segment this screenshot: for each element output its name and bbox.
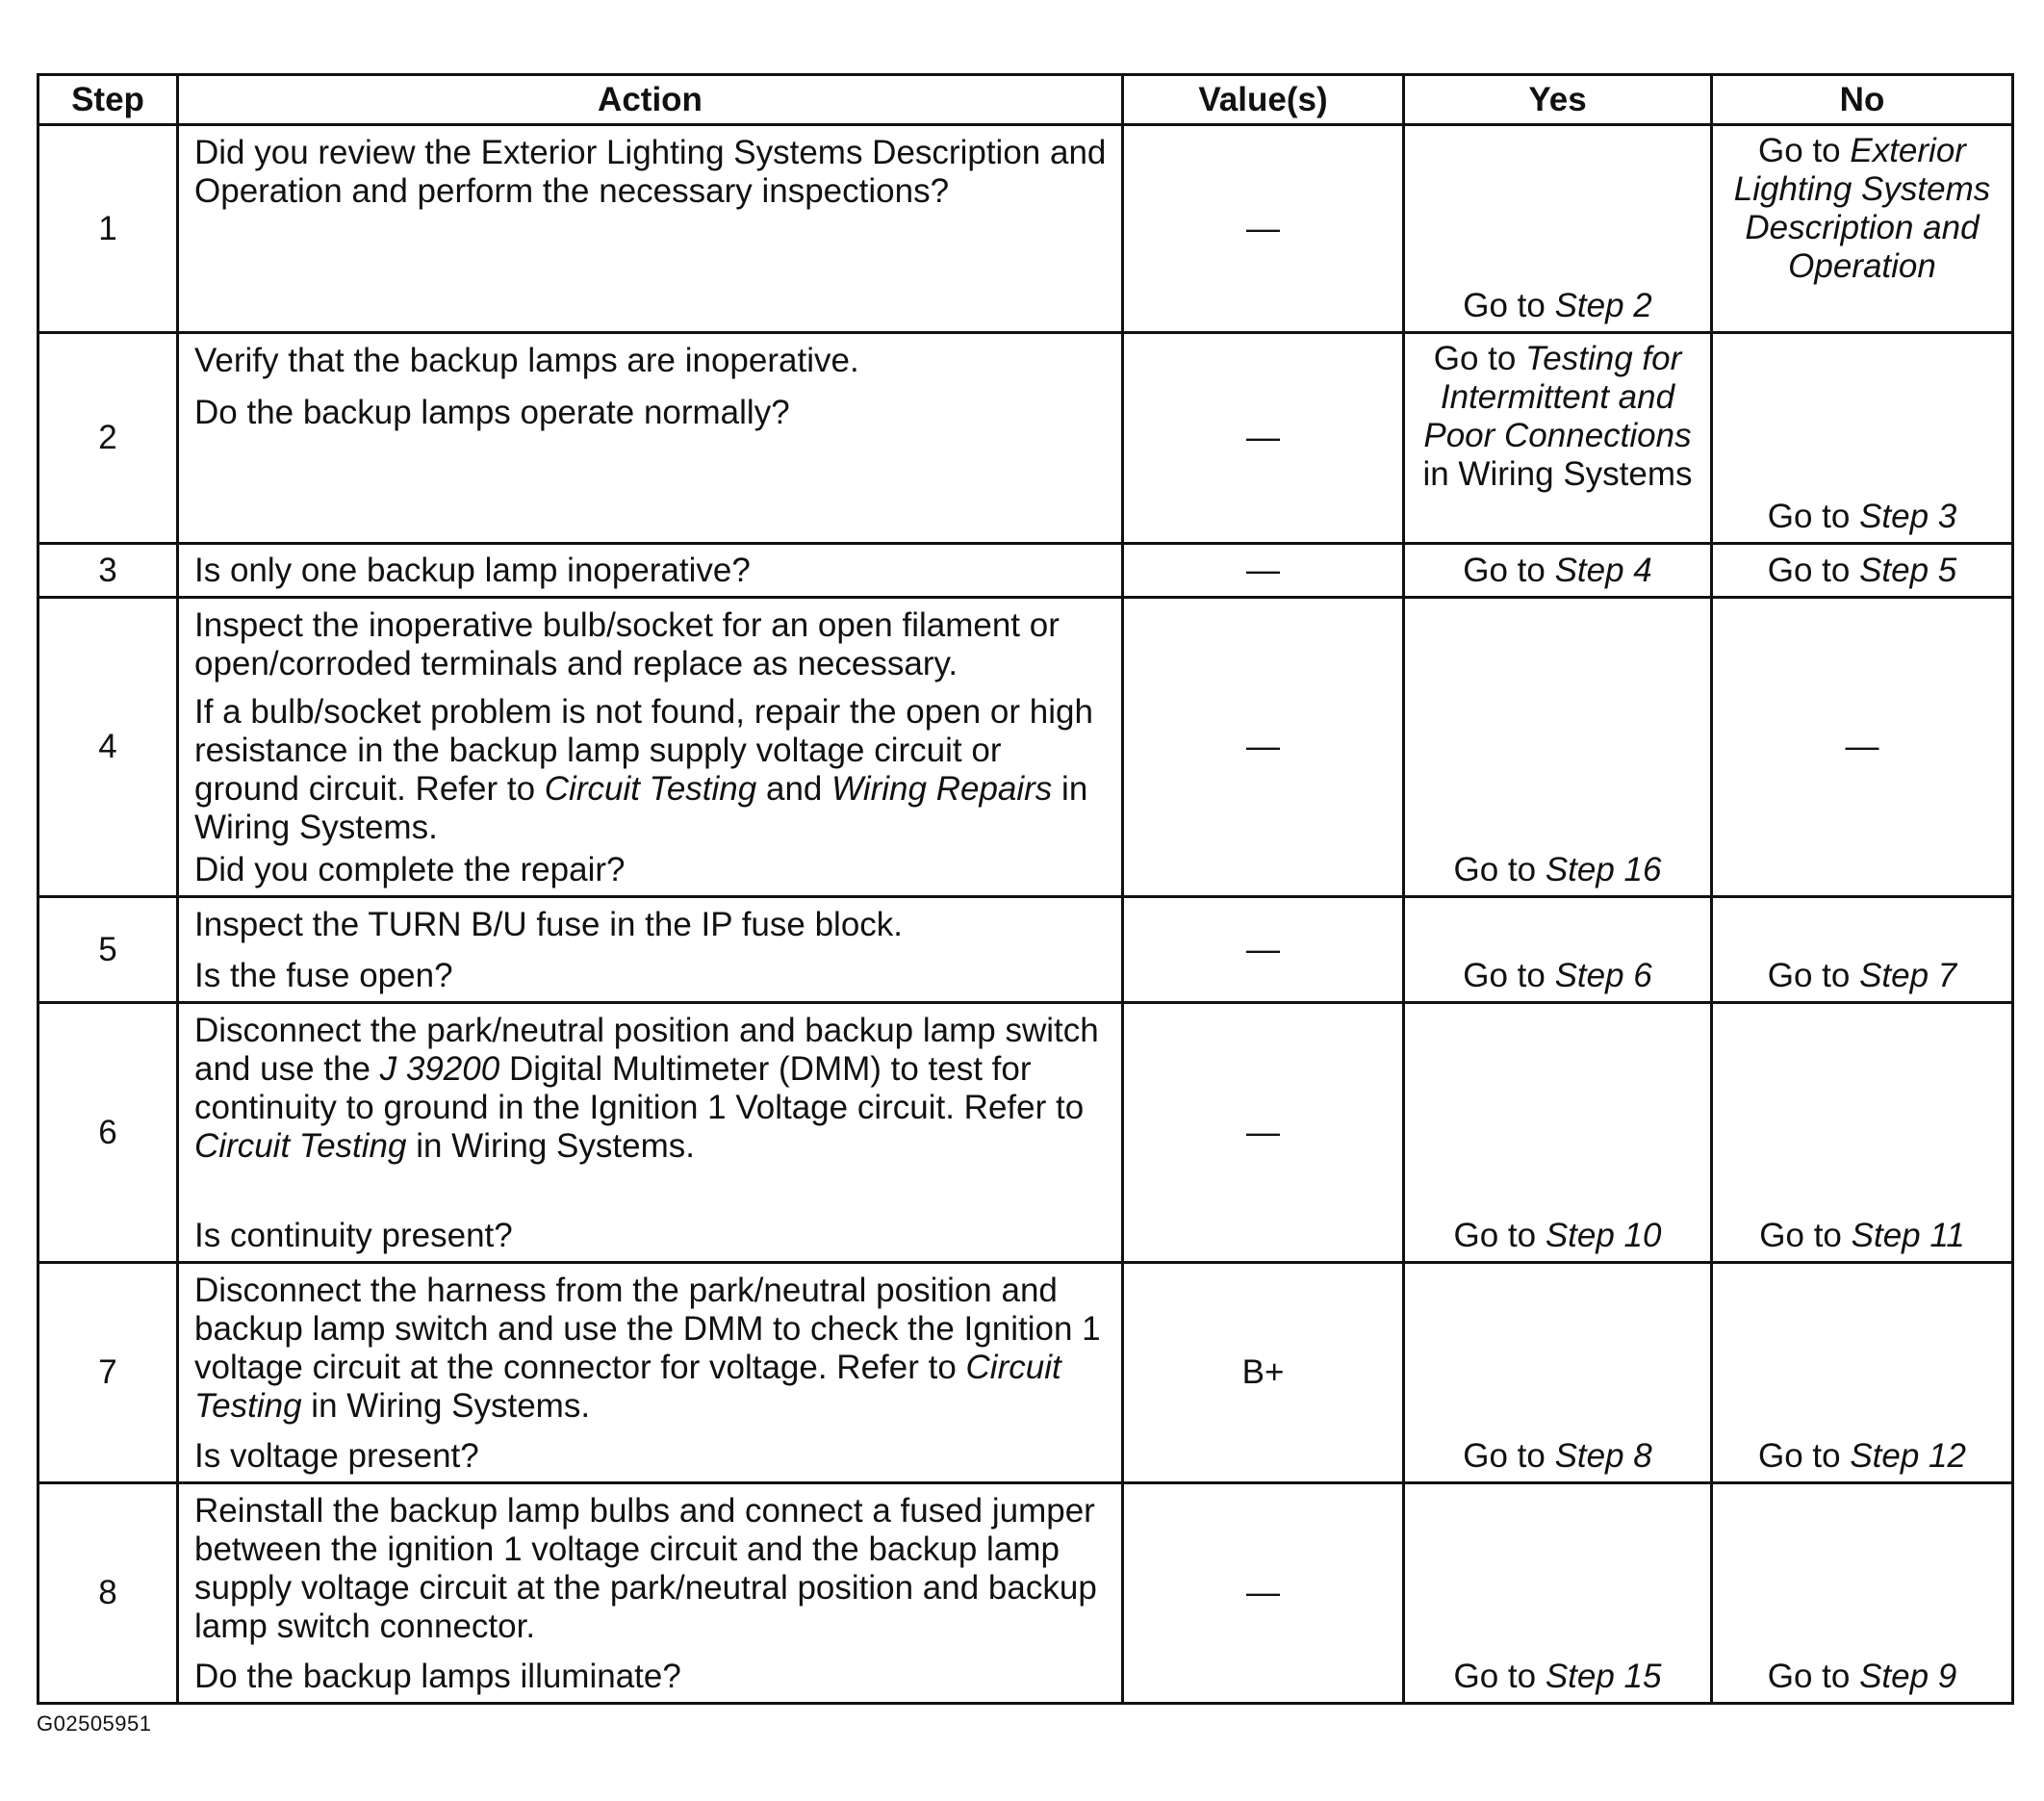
table-row [38, 544, 2013, 598]
yes-cell [1404, 333, 1712, 544]
reference-link[interactable]: Circuit Testing [194, 1349, 1061, 1425]
table-row [38, 125, 2013, 333]
yes-link[interactable]: Go to Step 15 [1453, 1658, 1662, 1695]
header-action: Action [178, 75, 1123, 125]
yes-cell [1404, 544, 1712, 598]
action-question: Is voltage present? [194, 1437, 479, 1475]
action-cell [178, 1263, 1123, 1483]
no-link[interactable]: Go to Step 5 [1767, 551, 1957, 589]
step-number: 3 [38, 544, 178, 598]
no-link[interactable]: Go to Exterior Lighting Systems Description and Operation [1733, 132, 1991, 285]
action-text: Disconnect the park/neutral position and backup lamp switch and use the J 39200 Digital Multimeter (DMM) to test for continuity to ground in the Ignition 1 Voltage circuit. Refer to Circuit Testing in Wiring Systems. [194, 1012, 1099, 1165]
value-cell: — [1123, 598, 1404, 897]
no-link[interactable]: Go to Step 11 [1759, 1217, 1965, 1254]
action-text: Inspect the inoperative bulb/socket for an open filament or open/corroded terminals and replace as necessary. [194, 606, 1060, 682]
yes-cell [1404, 1003, 1712, 1263]
figure-code: G02505951 [37, 1711, 152, 1736]
header-step: Step [38, 75, 178, 125]
no-cell [1712, 333, 2013, 544]
action-text: Reinstall the backup lamp bulbs and connect a fused jumper between the ignition 1 voltage circuit and the backup lamp supply voltage circuit at the park/neutral position and backup lamp switch connector. [194, 1492, 1097, 1645]
reference-link[interactable]: Wiring Repairs [831, 770, 1053, 808]
action-text: Disconnect the harness from the park/neutral position and backup lamp switch and use the DMM to check the Ignition 1 voltage circuit at the connector for voltage. Refer to Circuit Testing in Wiring Systems. [194, 1272, 1101, 1425]
yes-link[interactable]: Go to Step 16 [1453, 851, 1662, 888]
yes-link[interactable]: Go to Testing for Intermittent and Poor Connections in Wiring Systems [1422, 340, 1693, 493]
action-question: Is the fuse open? [194, 957, 453, 994]
tool-reference: J 39200 [379, 1050, 500, 1088]
yes-cell [1404, 1263, 1712, 1483]
action-question: Do the backup lamps operate normally? [194, 394, 790, 431]
no-cell [1712, 1483, 2013, 1704]
value-cell: B+ [1123, 1263, 1404, 1483]
value-cell: — [1123, 1483, 1404, 1704]
no-cell [1712, 125, 2013, 333]
table-row [38, 1263, 2013, 1483]
value-cell: — [1123, 544, 1404, 598]
action-cell [178, 1483, 1123, 1704]
no-cell [1712, 897, 2013, 1003]
yes-cell [1404, 1483, 1712, 1704]
action-text: Did you review the Exterior Lighting Systems Description and Operation and perform the necessary inspections? [194, 134, 1107, 210]
header-values: Value(s) [1123, 75, 1404, 125]
table-row [38, 897, 2013, 1003]
header-no: No [1712, 75, 2013, 125]
action-cell [178, 1003, 1123, 1263]
value-cell: — [1123, 125, 1404, 333]
diagnostic-table [37, 73, 2014, 1705]
step-number: 6 [38, 1003, 178, 1263]
step-number: 1 [38, 125, 178, 333]
action-question: Is continuity present? [194, 1217, 513, 1254]
yes-link[interactable]: Go to Step 8 [1463, 1437, 1652, 1475]
no-cell: — [1712, 598, 2013, 897]
header-row [38, 75, 2013, 125]
action-text: Verify that the backup lamps are inoperative. [194, 342, 859, 379]
yes-link[interactable]: Go to Step 10 [1453, 1217, 1662, 1254]
step-number: 7 [38, 1263, 178, 1483]
no-link[interactable]: Go to Step 3 [1767, 498, 1957, 535]
header-yes: Yes [1404, 75, 1712, 125]
action-text: If a bulb/socket problem is not found, repair the open or high resistance in the backup lamp supply voltage circuit or ground circuit. Refer to Circuit Testing and Wiring Repairs in Wiring Systems. [194, 693, 1093, 846]
step-number: 8 [38, 1483, 178, 1704]
action-cell [178, 333, 1123, 544]
yes-link[interactable]: Go to Step 2 [1463, 287, 1652, 324]
step-number: 5 [38, 897, 178, 1003]
yes-link[interactable]: Go to Step 6 [1463, 957, 1652, 994]
action-question: Did you complete the repair? [194, 851, 626, 888]
step-number: 4 [38, 598, 178, 897]
yes-cell [1404, 125, 1712, 333]
reference-link[interactable]: Circuit Testing [544, 770, 757, 808]
no-cell [1712, 1263, 2013, 1483]
action-cell [178, 125, 1123, 333]
table-row [38, 1003, 2013, 1263]
value-cell: — [1123, 897, 1404, 1003]
reference-link[interactable]: Circuit Testing [194, 1127, 407, 1165]
action-question: Is only one backup lamp inoperative? [194, 551, 751, 589]
table-row [38, 333, 2013, 544]
no-link[interactable]: Go to Step 7 [1767, 957, 1957, 994]
value-cell: — [1123, 333, 1404, 544]
no-link[interactable]: Go to Step 9 [1767, 1658, 1957, 1695]
action-question: Do the backup lamps illuminate? [194, 1658, 681, 1695]
yes-cell [1404, 598, 1712, 897]
yes-link[interactable]: Go to Step 4 [1463, 551, 1652, 589]
no-link[interactable]: Go to Step 12 [1758, 1437, 1966, 1475]
no-cell [1712, 544, 2013, 598]
action-text: Inspect the TURN B/U fuse in the IP fuse block. [194, 906, 904, 943]
yes-cell [1404, 897, 1712, 1003]
action-cell [178, 544, 1123, 598]
no-cell [1712, 1003, 2013, 1263]
step-number: 2 [38, 333, 178, 544]
table-row [38, 1483, 2013, 1704]
action-cell [178, 598, 1123, 897]
table-row [38, 598, 2013, 897]
action-cell [178, 897, 1123, 1003]
value-cell: — [1123, 1003, 1404, 1263]
